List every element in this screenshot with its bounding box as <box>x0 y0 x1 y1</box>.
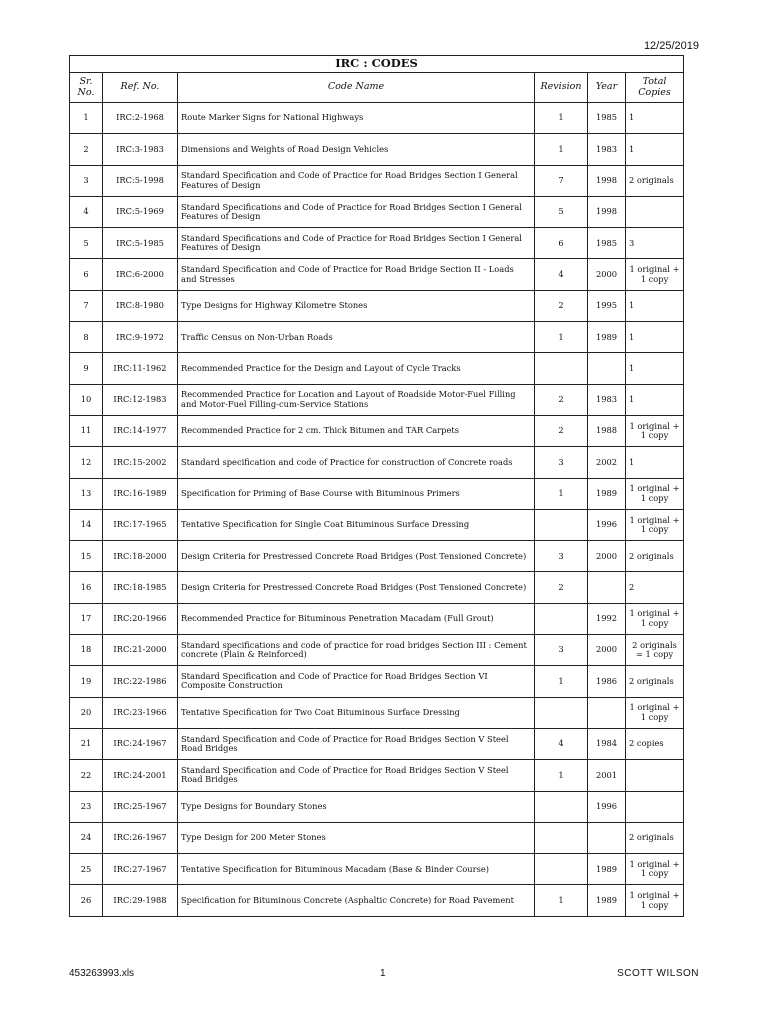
cell-year: 1986 <box>588 666 626 697</box>
cell-sr: 23 <box>70 791 103 822</box>
cell-total-copies: 1 original + 1 copy <box>626 885 684 916</box>
cell-total-copies <box>626 196 684 227</box>
cell-sr: 12 <box>70 447 103 478</box>
cell-total-copies: 3 <box>626 228 684 259</box>
cell-revision <box>535 697 588 728</box>
cell-sr: 7 <box>70 290 103 321</box>
cell-total-copies: 1 original + 1 copy <box>626 478 684 509</box>
cell-ref: IRC:29-1988 <box>103 885 178 916</box>
cell-year: 1984 <box>588 728 626 759</box>
cell-code-name: Standard Specifications and Code of Practice for Road Bridges Section I General Features of Design <box>178 196 535 227</box>
cell-sr: 8 <box>70 322 103 353</box>
cell-code-name: Standard Specification and Code of Practice for Road Bridges Section VI Composite Construction <box>178 666 535 697</box>
cell-year: 1998 <box>588 165 626 196</box>
table-row <box>70 509 684 540</box>
cell-revision <box>535 603 588 634</box>
table-title: IRC : CODES <box>70 56 684 73</box>
cell-total-copies: 1 original + 1 copy <box>626 854 684 885</box>
table-row <box>70 228 684 259</box>
cell-sr: 2 <box>70 134 103 165</box>
cell-revision: 3 <box>535 447 588 478</box>
cell-sr: 5 <box>70 228 103 259</box>
table-row <box>70 791 684 822</box>
cell-revision: 2 <box>535 290 588 321</box>
cell-ref: IRC:23-1966 <box>103 697 178 728</box>
cell-year: 2000 <box>588 541 626 572</box>
cell-total-copies <box>626 760 684 791</box>
cell-sr: 15 <box>70 541 103 572</box>
irc-codes-table <box>69 55 684 917</box>
cell-total-copies: 1 <box>626 384 684 415</box>
cell-code-name: Type Design for 200 Meter Stones <box>178 822 535 853</box>
table-body <box>70 103 684 917</box>
cell-revision: 1 <box>535 760 588 791</box>
cell-year: 2000 <box>588 259 626 290</box>
cell-ref: IRC:18-1985 <box>103 572 178 603</box>
cell-code-name: Route Marker Signs for National Highways <box>178 103 535 134</box>
cell-ref: IRC:25-1967 <box>103 791 178 822</box>
cell-code-name: Standard Specification and Code of Practice for Road Bridges Section V Steel Road Bridges <box>178 760 535 791</box>
table-row <box>70 322 684 353</box>
footer-page-number: 1 <box>380 968 386 979</box>
cell-ref: IRC:21-2000 <box>103 635 178 666</box>
cell-ref: IRC:5-1998 <box>103 165 178 196</box>
cell-sr: 9 <box>70 353 103 384</box>
table-row <box>70 415 684 446</box>
cell-revision: 2 <box>535 415 588 446</box>
cell-code-name: Tentative Specification for Single Coat Bituminous Surface Dressing <box>178 509 535 540</box>
cell-sr: 3 <box>70 165 103 196</box>
cell-year: 1989 <box>588 478 626 509</box>
col-header-ref: Ref. No. <box>103 73 178 103</box>
table-row <box>70 259 684 290</box>
cell-code-name: Standard Specification and Code of Practice for Road Bridges Section V Steel Road Bridges <box>178 728 535 759</box>
cell-year <box>588 697 626 728</box>
cell-year: 1989 <box>588 885 626 916</box>
table-row <box>70 728 684 759</box>
cell-revision: 1 <box>535 478 588 509</box>
cell-total-copies: 1 original + 1 copy <box>626 415 684 446</box>
cell-code-name: Standard Specification and Code of Practice for Road Bridges Section I General Features of Design <box>178 165 535 196</box>
col-header-sr: Sr. No. <box>70 73 103 103</box>
col-header-copies: Total Copies <box>626 73 684 103</box>
cell-ref: IRC:26-1967 <box>103 822 178 853</box>
cell-ref: IRC:8-1980 <box>103 290 178 321</box>
cell-code-name: Standard specification and code of Practice for construction of Concrete roads <box>178 447 535 478</box>
cell-ref: IRC:24-2001 <box>103 760 178 791</box>
cell-ref: IRC:5-1985 <box>103 228 178 259</box>
cell-code-name: Recommended Practice for Location and Layout of Roadside Motor-Fuel Filling and Motor-Fuel Filling-cum-Service Stations <box>178 384 535 415</box>
table-row <box>70 165 684 196</box>
cell-revision: 1 <box>535 885 588 916</box>
cell-code-name: Standard specifications and code of practice for road bridges Section III : Cement concrete (Plain & Reinforced) <box>178 635 535 666</box>
cell-revision: 1 <box>535 103 588 134</box>
table-row <box>70 290 684 321</box>
cell-code-name: Traffic Census on Non-Urban Roads <box>178 322 535 353</box>
table-row <box>70 572 684 603</box>
cell-sr: 25 <box>70 854 103 885</box>
cell-ref: IRC:16-1989 <box>103 478 178 509</box>
cell-ref: IRC:27-1967 <box>103 854 178 885</box>
cell-code-name: Standard Specification and Code of Practice for Road Bridge Section II - Loads and Stresses <box>178 259 535 290</box>
cell-year: 1998 <box>588 196 626 227</box>
cell-total-copies: 2 originals <box>626 822 684 853</box>
cell-code-name: Recommended Practice for 2 cm. Thick Bitumen and TAR Carpets <box>178 415 535 446</box>
cell-revision: 4 <box>535 728 588 759</box>
cell-sr: 1 <box>70 103 103 134</box>
cell-total-copies: 1 <box>626 353 684 384</box>
cell-sr: 20 <box>70 697 103 728</box>
cell-revision <box>535 353 588 384</box>
cell-revision: 1 <box>535 666 588 697</box>
cell-total-copies: 1 original + 1 copy <box>626 603 684 634</box>
cell-year: 1996 <box>588 791 626 822</box>
cell-sr: 16 <box>70 572 103 603</box>
cell-year: 1988 <box>588 415 626 446</box>
cell-year: 2001 <box>588 760 626 791</box>
cell-ref: IRC:20-1966 <box>103 603 178 634</box>
cell-total-copies: 2 originals <box>626 165 684 196</box>
cell-sr: 6 <box>70 259 103 290</box>
cell-total-copies: 2 originals <box>626 541 684 572</box>
cell-revision: 4 <box>535 259 588 290</box>
table-row <box>70 885 684 916</box>
cell-ref: IRC:11-1962 <box>103 353 178 384</box>
table-row <box>70 134 684 165</box>
header-row <box>70 73 684 103</box>
col-header-name: Code Name <box>178 73 535 103</box>
cell-code-name: Tentative Specification for Bituminous Macadam (Base & Binder Course) <box>178 854 535 885</box>
cell-sr: 26 <box>70 885 103 916</box>
cell-ref: IRC:2-1968 <box>103 103 178 134</box>
cell-ref: IRC:15-2002 <box>103 447 178 478</box>
cell-code-name: Recommended Practice for Bituminous Penetration Macadam (Full Grout) <box>178 603 535 634</box>
cell-ref: IRC:24-1967 <box>103 728 178 759</box>
cell-year: 1985 <box>588 103 626 134</box>
cell-sr: 13 <box>70 478 103 509</box>
cell-revision: 3 <box>535 635 588 666</box>
cell-ref: IRC:17-1965 <box>103 509 178 540</box>
cell-year: 1985 <box>588 228 626 259</box>
cell-total-copies: 1 <box>626 447 684 478</box>
cell-total-copies: 1 <box>626 134 684 165</box>
cell-total-copies: 1 original + 1 copy <box>626 697 684 728</box>
table-row <box>70 635 684 666</box>
cell-year: 1983 <box>588 134 626 165</box>
cell-revision: 5 <box>535 196 588 227</box>
cell-code-name: Standard Specifications and Code of Practice for Road Bridges Section I General Features of Design <box>178 228 535 259</box>
cell-revision: 6 <box>535 228 588 259</box>
cell-sr: 19 <box>70 666 103 697</box>
table-row <box>70 103 684 134</box>
cell-sr: 21 <box>70 728 103 759</box>
cell-revision: 1 <box>535 322 588 353</box>
cell-total-copies: 1 <box>626 290 684 321</box>
cell-revision <box>535 822 588 853</box>
table-row <box>70 541 684 572</box>
cell-total-copies: 2 <box>626 572 684 603</box>
cell-code-name: Recommended Practice for the Design and Layout of Cycle Tracks <box>178 353 535 384</box>
cell-total-copies: 2 copies <box>626 728 684 759</box>
cell-year: 1989 <box>588 854 626 885</box>
cell-code-name: Type Designs for Boundary Stones <box>178 791 535 822</box>
table-row <box>70 666 684 697</box>
cell-ref: IRC:6-2000 <box>103 259 178 290</box>
cell-ref: IRC:18-2000 <box>103 541 178 572</box>
cell-code-name: Design Criteria for Prestressed Concrete Road Bridges (Post Tensioned Concrete) <box>178 541 535 572</box>
cell-ref: IRC:3-1983 <box>103 134 178 165</box>
cell-total-copies: 1 <box>626 322 684 353</box>
table-row <box>70 478 684 509</box>
cell-code-name: Dimensions and Weights of Road Design Vehicles <box>178 134 535 165</box>
cell-code-name: Specification for Bituminous Concrete (Asphaltic Concrete) for Road Pavement <box>178 885 535 916</box>
table-row <box>70 822 684 853</box>
cell-total-copies: 1 original + 1 copy <box>626 509 684 540</box>
cell-sr: 4 <box>70 196 103 227</box>
cell-year: 1992 <box>588 603 626 634</box>
cell-revision: 2 <box>535 384 588 415</box>
cell-year <box>588 353 626 384</box>
cell-sr: 11 <box>70 415 103 446</box>
cell-year: 1983 <box>588 384 626 415</box>
cell-year: 2002 <box>588 447 626 478</box>
cell-year: 1996 <box>588 509 626 540</box>
cell-total-copies <box>626 791 684 822</box>
cell-code-name: Design Criteria for Prestressed Concrete Road Bridges (Post Tensioned Concrete) <box>178 572 535 603</box>
cell-year <box>588 822 626 853</box>
cell-revision <box>535 509 588 540</box>
cell-total-copies: 2 originals <box>626 666 684 697</box>
print-date: 12/25/2019 <box>643 40 699 52</box>
cell-year: 1995 <box>588 290 626 321</box>
col-header-revision: Revision <box>535 73 588 103</box>
cell-sr: 14 <box>70 509 103 540</box>
cell-ref: IRC:14-1977 <box>103 415 178 446</box>
cell-sr: 22 <box>70 760 103 791</box>
cell-revision: 1 <box>535 134 588 165</box>
footer-filename: 453263993.xls <box>69 968 135 979</box>
table-row <box>70 603 684 634</box>
cell-ref: IRC:22-1986 <box>103 666 178 697</box>
cell-sr: 18 <box>70 635 103 666</box>
table-row <box>70 353 684 384</box>
cell-ref: IRC:5-1969 <box>103 196 178 227</box>
cell-revision <box>535 791 588 822</box>
cell-sr: 10 <box>70 384 103 415</box>
cell-ref: IRC:9-1972 <box>103 322 178 353</box>
cell-code-name: Type Designs for Highway Kilometre Stones <box>178 290 535 321</box>
footer-company: SCOTT WILSON <box>617 968 699 979</box>
cell-sr: 24 <box>70 822 103 853</box>
cell-revision: 2 <box>535 572 588 603</box>
table-row <box>70 854 684 885</box>
cell-code-name: Specification for Priming of Base Course with Bituminous Primers <box>178 478 535 509</box>
cell-sr: 17 <box>70 603 103 634</box>
cell-code-name: Tentative Specification for Two Coat Bituminous Surface Dressing <box>178 697 535 728</box>
cell-revision: 3 <box>535 541 588 572</box>
cell-year <box>588 572 626 603</box>
cell-year: 1989 <box>588 322 626 353</box>
cell-year: 2000 <box>588 635 626 666</box>
table-row <box>70 196 684 227</box>
table-row <box>70 447 684 478</box>
cell-total-copies: 1 original + 1 copy <box>626 259 684 290</box>
table-row <box>70 697 684 728</box>
cell-revision <box>535 854 588 885</box>
cell-total-copies: 1 <box>626 103 684 134</box>
cell-revision: 7 <box>535 165 588 196</box>
cell-total-copies: 2 originals = 1 copy <box>626 635 684 666</box>
table-row <box>70 760 684 791</box>
table-row <box>70 384 684 415</box>
cell-ref: IRC:12-1983 <box>103 384 178 415</box>
col-header-year: Year <box>588 73 626 103</box>
